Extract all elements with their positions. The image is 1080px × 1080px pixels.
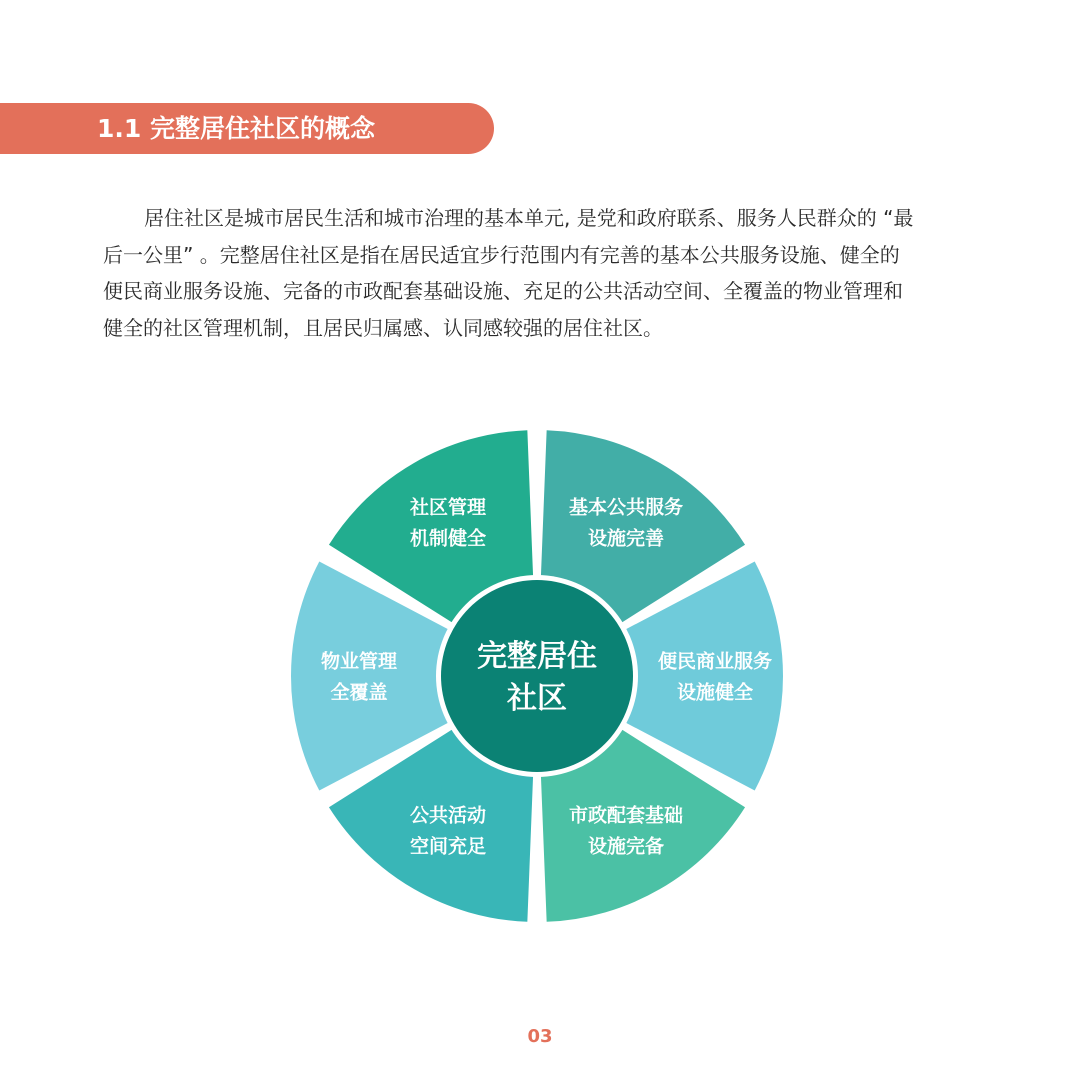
segment-label-line: 机制健全 — [409, 527, 487, 550]
center-label-line: 完整居住 — [477, 639, 597, 674]
segment-label-line: 设施完善 — [587, 527, 665, 550]
body-line: 便民商业服务设施、完备的市政配套基础设施、充足的公共活动空间、全覆盖的物业管理和 — [103, 279, 903, 303]
body-line: 健全的社区管理机制，且居民归属感、认同感较强的居住社区。 — [103, 315, 663, 340]
body-line: 后一公里” 。完整居住社区是指在居民适宜步行范围内有完善的基本公共服务设施、健全的 — [103, 242, 900, 267]
segment-label-line: 空间充足 — [409, 835, 487, 858]
segment-label-line: 社区管理 — [409, 496, 487, 519]
section-title: 1.1 完整居住社区的概念 — [97, 114, 375, 143]
segment-label-line: 全覆盖 — [330, 681, 388, 704]
center-label-line: 社区 — [507, 681, 567, 716]
body-line: 居住社区是城市居民生活和城市治理的基本单元, 是党和政府联系、服务人民群众的 “最 — [144, 206, 914, 230]
segment-label-line: 设施完备 — [587, 835, 665, 858]
segment-label-line: 市政配套基础 — [568, 804, 684, 827]
page-number: 03 — [527, 1026, 553, 1047]
segment-label-line: 公共活动 — [409, 804, 487, 827]
segment-label-line: 基本公共服务 — [568, 496, 684, 519]
segment-label-line: 设施健全 — [676, 681, 754, 704]
center-circle — [441, 580, 633, 772]
segment-label-line: 物业管理 — [320, 650, 398, 673]
segment-label-line: 便民商业服务 — [657, 650, 773, 673]
